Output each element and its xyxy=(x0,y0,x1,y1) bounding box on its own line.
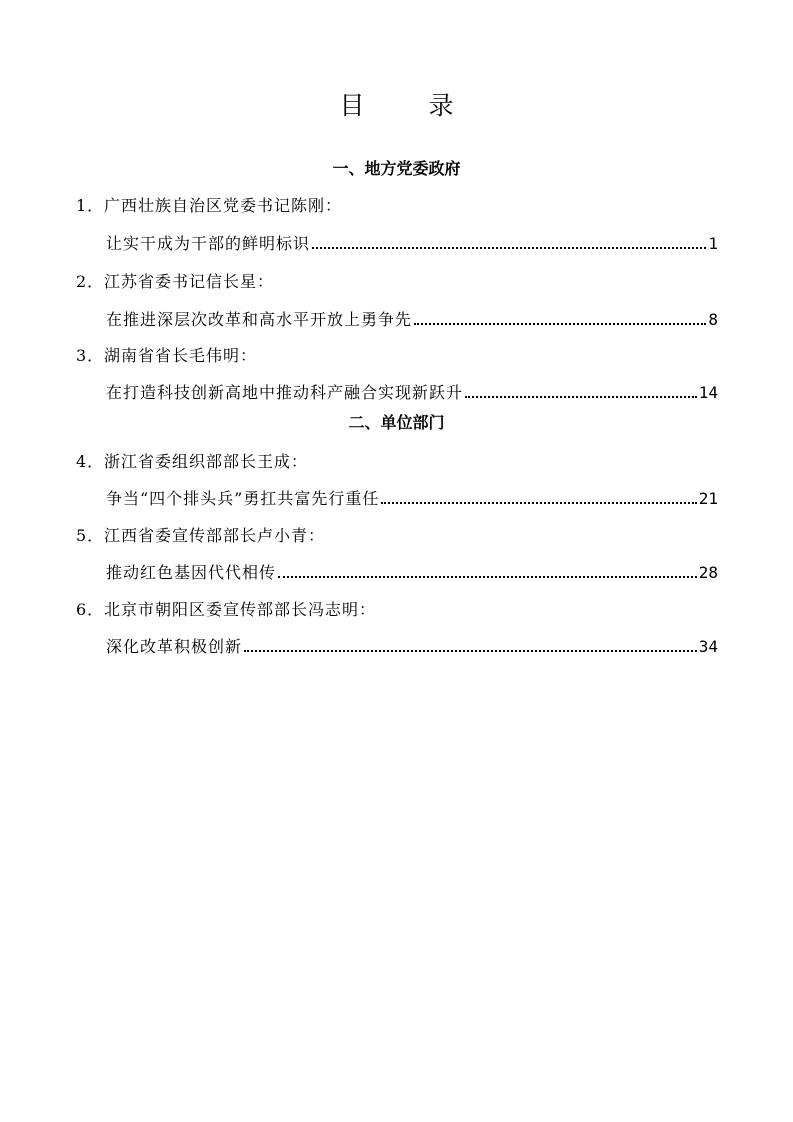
toc-entry-line[interactable] xyxy=(106,561,718,585)
entry-article: 争当“四个排头兵”勇扛共富先行重任 xyxy=(106,489,380,508)
entry-number: 2． xyxy=(76,272,105,291)
entry-article: 让实干成为干部的鲜明标识 xyxy=(106,234,311,253)
entry-author: 北京市朝阳区委宣传部部长冯志明： xyxy=(104,600,377,619)
toc-entry-author xyxy=(76,194,342,218)
entry-author: 江苏省委书记信长星： xyxy=(104,272,275,291)
toc-entry-author xyxy=(76,450,308,474)
toc-entry-author xyxy=(76,344,257,368)
entry-article: 深化改革积极创新 xyxy=(106,637,243,656)
toc-entry-line[interactable] xyxy=(106,487,718,511)
document-title: 目 录 xyxy=(339,91,482,120)
entry-article: 在推进深层次改革和高水平开放上勇争先 xyxy=(106,310,413,329)
entry-page-number: 1 xyxy=(708,234,718,253)
toc-entry-line[interactable] xyxy=(106,308,718,332)
dot-leader xyxy=(278,576,697,578)
dot-leader xyxy=(312,247,706,249)
entry-page-number: 28 xyxy=(698,563,718,582)
entry-number: 6． xyxy=(76,600,105,619)
entry-author: 湖南省省长毛伟明： xyxy=(104,346,258,365)
section-heading: 一、地方党委政府 xyxy=(332,159,461,178)
entry-number: 1． xyxy=(76,196,105,215)
toc-entry-line[interactable] xyxy=(106,635,718,659)
dot-leader xyxy=(244,650,697,652)
entry-author: 广西壮族自治区党委书记陈刚： xyxy=(104,196,343,215)
toc-entry-line[interactable] xyxy=(106,232,718,256)
entry-number: 5． xyxy=(76,526,105,545)
entry-article: 在打造科技创新高地中推动科产融合实现新跃升 xyxy=(106,383,464,402)
entry-page-number: 14 xyxy=(698,383,718,402)
toc-entry-author xyxy=(76,524,325,548)
entry-page-number: 8 xyxy=(708,310,718,329)
entry-number: 4． xyxy=(76,452,105,471)
entry-article: 推动红色基因代代相传 xyxy=(106,563,277,582)
entry-number: 3． xyxy=(76,346,105,365)
entry-page-number: 21 xyxy=(698,489,718,508)
toc-entry-author xyxy=(76,270,274,294)
dot-leader xyxy=(414,323,706,325)
entry-author: 江西省委宣传部部长卢小青： xyxy=(104,526,326,545)
dot-leader xyxy=(381,502,696,504)
toc-entry-line[interactable] xyxy=(106,381,718,405)
section-heading: 二、单位部门 xyxy=(348,413,445,432)
entry-author: 浙江省委组织部部长王成： xyxy=(104,452,309,471)
toc-entry-author xyxy=(76,598,376,622)
dot-leader xyxy=(465,396,697,398)
entry-page-number: 34 xyxy=(698,637,718,656)
